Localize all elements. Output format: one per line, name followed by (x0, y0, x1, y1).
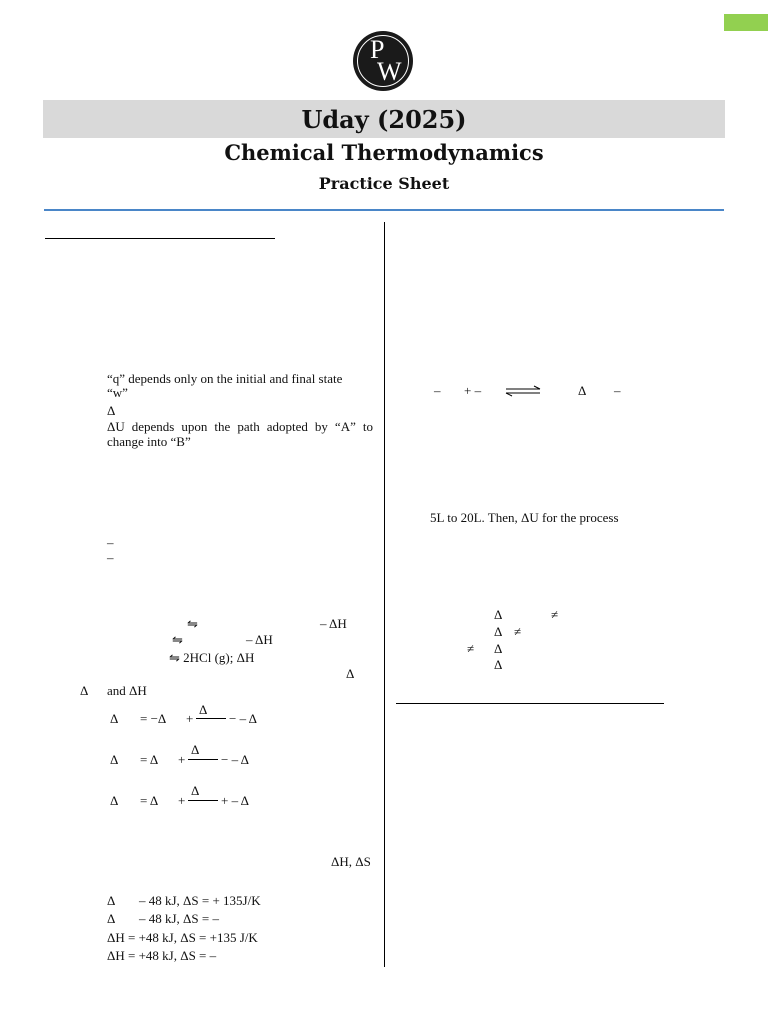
condition-2-delta: Δ (494, 624, 503, 639)
dh-ds-option-4: ΔH = +48 kJ, ΔS = – (107, 948, 217, 963)
condition-1-neq: ≠ (551, 607, 559, 622)
relation-1-b: = −Δ (140, 711, 167, 726)
reaction-1-arrow: ⇋ (187, 616, 198, 631)
reaction-4-delta: Δ (346, 666, 355, 681)
relation-1-tail: − – Δ (229, 711, 257, 726)
option-delta: Δ (107, 403, 116, 418)
equilibrium-plus-minus: + – (464, 383, 482, 398)
reaction-2-arrow: ⇋ (172, 632, 183, 647)
sheet-label: Practice Sheet (318, 174, 450, 193)
relation-1-fraction-bar (196, 718, 226, 719)
relation-1-frac-top: Δ (199, 702, 208, 717)
condition-3-neq: ≠ (467, 641, 475, 656)
column-divider (384, 222, 385, 967)
batch-title: Uday (2025) (301, 104, 467, 134)
condition-1-delta: Δ (494, 607, 503, 622)
relation-3-frac-top: Δ (191, 783, 200, 798)
relation-prompt: and ΔH (107, 683, 147, 698)
dh-ds-label: ΔH, ΔS (331, 854, 371, 869)
left-section-rule (45, 238, 275, 239)
relation-3-plus: + (178, 793, 186, 808)
reaction-1-enthalpy: – ΔH (320, 616, 347, 631)
reaction-3: ⇋ 2HCl (g); ΔH (169, 650, 255, 665)
condition-2-neq: ≠ (514, 624, 522, 639)
right-section-rule (396, 703, 664, 704)
logo-letter-w: W (377, 57, 402, 86)
title-band (43, 100, 725, 138)
relation-1-a: Δ (110, 711, 119, 726)
equilibrium-minus-1: – (434, 383, 441, 398)
relation-3-b: = Δ (140, 793, 159, 808)
equilibrium-delta: Δ (578, 383, 587, 398)
relation-lead-delta: Δ (80, 683, 89, 698)
chapter-title: Chemical Thermodynamics (224, 140, 544, 165)
relation-2-b: = Δ (140, 752, 159, 767)
corner-tab (724, 14, 768, 31)
dash-line-2: – (107, 550, 114, 565)
pw-logo (353, 31, 413, 91)
relation-2-fraction-bar (188, 759, 218, 760)
equilibrium-minus-2: – (614, 383, 621, 398)
relation-3-tail: + – Δ (221, 793, 249, 808)
condition-4-delta: Δ (494, 657, 503, 672)
condition-3-delta: Δ (494, 641, 503, 656)
relation-2-a: Δ (110, 752, 119, 767)
relation-3-a: Δ (110, 793, 119, 808)
dash-line-1: – (107, 535, 114, 550)
relation-1-plus: + (186, 711, 194, 726)
dh-ds-option-2-lead: Δ (107, 911, 116, 926)
reaction-2-enthalpy: – ΔH (246, 632, 273, 647)
header-divider (44, 209, 724, 211)
relation-2-plus: + (178, 752, 186, 767)
logo-letter-p: P (370, 35, 385, 64)
relation-2-tail: − – Δ (221, 752, 249, 767)
dh-ds-option-1-lead: Δ (107, 893, 116, 908)
option-w: “w” (107, 385, 128, 400)
relation-2-frac-top: Δ (191, 742, 200, 757)
dh-ds-option-3: ΔH = +48 kJ, ΔS = +135 J/K (107, 930, 258, 945)
dh-ds-option-1: – 48 kJ, ΔS = + 135J/K (139, 893, 261, 908)
dh-ds-option-2: – 48 kJ, ΔS = – (139, 911, 219, 926)
option-du-path: ΔU depends upon the path adopted by “A” to change into “B” (107, 419, 373, 449)
option-q-state: “q” depends only on the initial and final state (107, 371, 343, 386)
volume-change-text: 5L to 20L. Then, ΔU for the process (430, 510, 619, 525)
equilibrium-arrow-icon (505, 385, 541, 397)
relation-3-fraction-bar (188, 800, 218, 801)
